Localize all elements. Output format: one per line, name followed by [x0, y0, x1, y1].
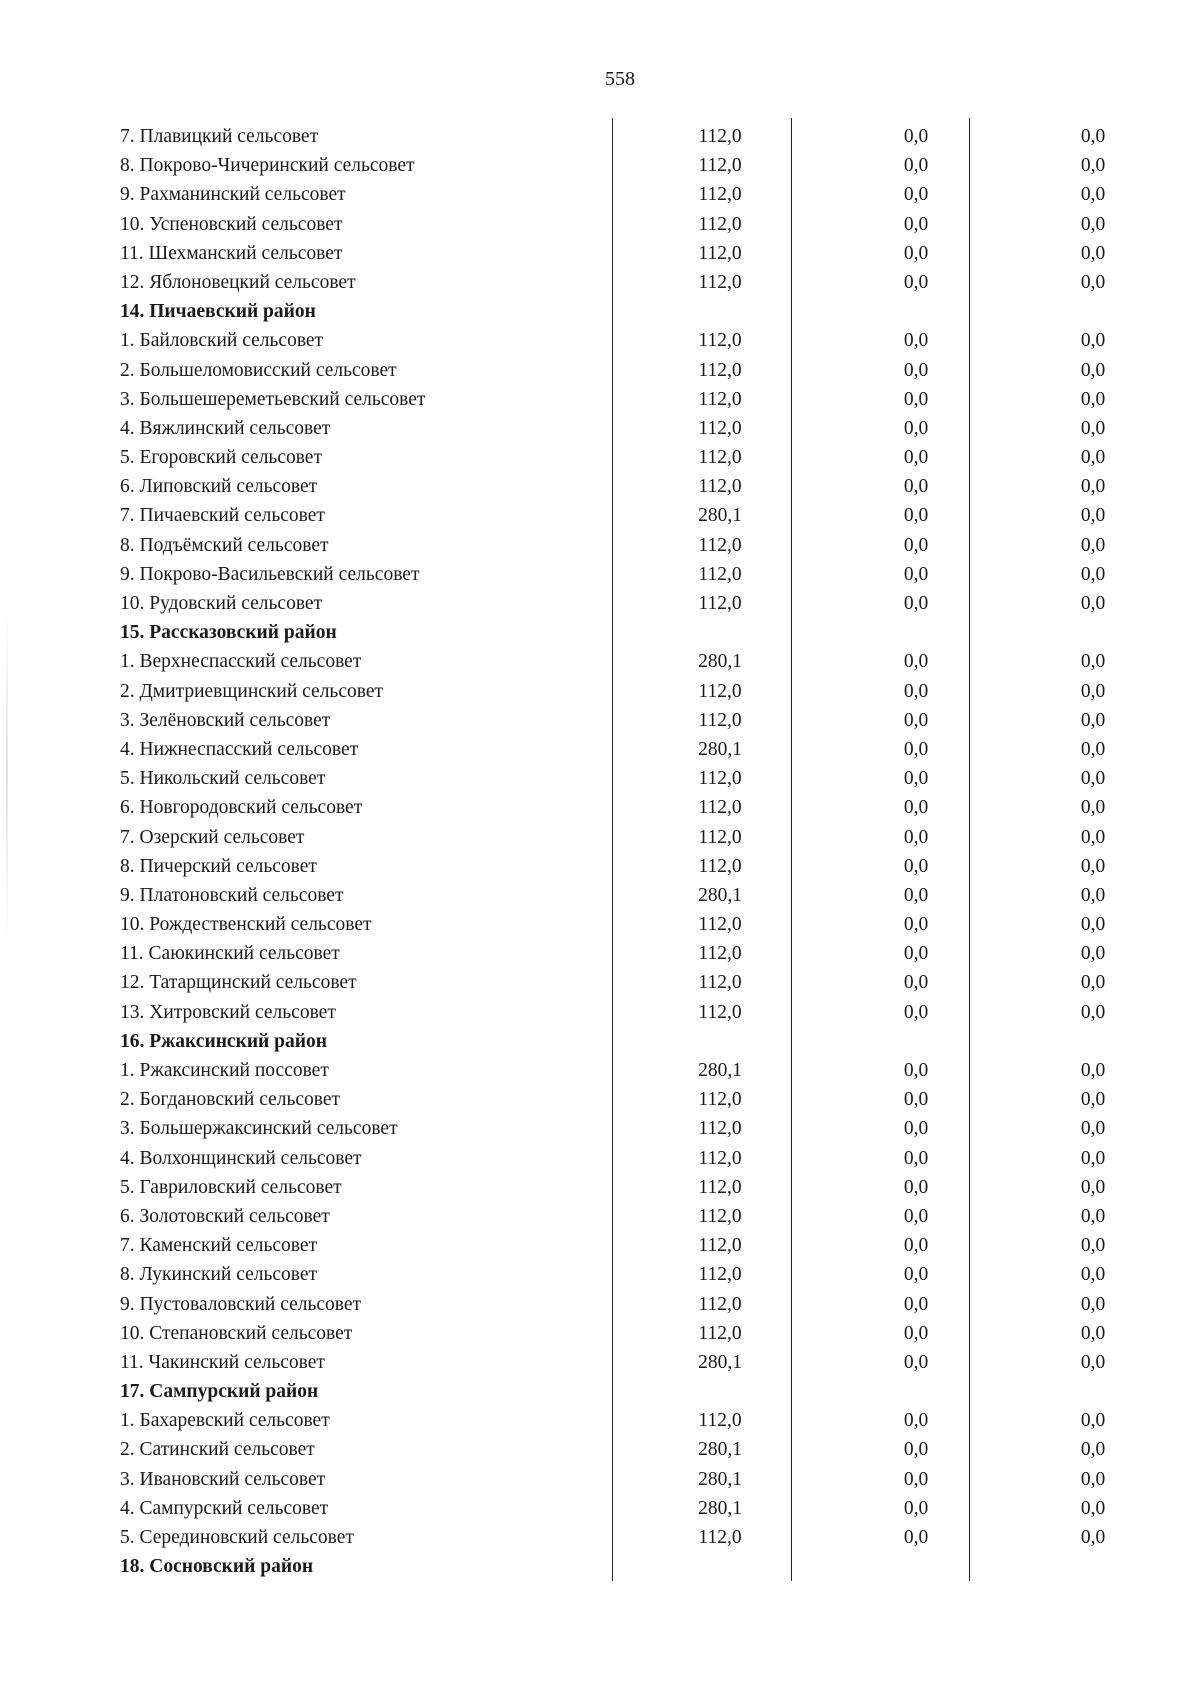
- value-cell-1: 280,1: [698, 1060, 742, 1081]
- value-cell-1: 112,0: [698, 1089, 742, 1111]
- table-row: [0, 998, 1200, 1027]
- settlement-name: 5. Егоровский сельсовет: [120, 447, 322, 469]
- table-row: [0, 1319, 1200, 1348]
- value-cell-2: 0,0: [903, 651, 929, 673]
- table-row: [0, 326, 1200, 355]
- value-cell-1: 112,0: [698, 447, 742, 469]
- value-cell-1: 112,0: [698, 1322, 742, 1344]
- value-cell-1: 112,0: [698, 1410, 742, 1432]
- value-cell-2: 0,0: [903, 855, 929, 877]
- value-cell-3: 0,0: [1080, 972, 1106, 994]
- value-cell-1: 112,0: [698, 797, 742, 819]
- value-cell-2: 0,0: [903, 330, 929, 352]
- value-cell-3: 0,0: [1080, 1410, 1106, 1432]
- value-cell-2: 0,0: [903, 680, 929, 702]
- table-row: [0, 968, 1200, 997]
- value-cell-3: 0,0: [1080, 1468, 1106, 1490]
- value-cell-2: 0,0: [903, 1351, 929, 1373]
- value-cell-2: 0,0: [903, 1497, 929, 1519]
- value-cell-3: 0,0: [1080, 651, 1106, 673]
- allocation-table: [0, 122, 1200, 1581]
- table-row: [0, 1435, 1200, 1464]
- settlement-name: 7. Пичаевский сельсовет: [120, 505, 325, 527]
- value-cell-1: 280,1: [698, 738, 742, 760]
- settlement-name: 2. Большеломовисский сельсовет: [120, 359, 397, 381]
- value-cell-3: 0,0: [1080, 330, 1106, 352]
- value-cell-1: 112,0: [698, 126, 742, 147]
- value-cell-3: 0,0: [1080, 1118, 1106, 1140]
- table-row: [0, 1056, 1200, 1085]
- value-cell-2: 0,0: [903, 1118, 929, 1140]
- page-number: 558: [605, 68, 635, 90]
- value-cell-2: 0,0: [903, 1205, 929, 1227]
- value-cell-2: 0,0: [903, 1322, 929, 1344]
- value-cell-2: 0,0: [903, 271, 929, 293]
- settlement-name: 4. Нижнеспасский сельсовет: [120, 738, 359, 760]
- value-cell-1: 112,0: [698, 855, 742, 877]
- settlement-name: 3. Большержаксинский сельсовет: [120, 1118, 398, 1140]
- table-row: [0, 1260, 1200, 1289]
- value-cell-2: 0,0: [903, 884, 929, 906]
- table-row: [0, 1290, 1200, 1319]
- value-cell-3: 0,0: [1080, 1527, 1106, 1548]
- value-cell-2: 0,0: [903, 534, 929, 556]
- value-cell-1: 112,0: [698, 563, 742, 585]
- value-cell-2: 0,0: [903, 1089, 929, 1111]
- table-row: [0, 151, 1200, 180]
- value-cell-1: 112,0: [698, 1001, 742, 1023]
- value-cell-3: 0,0: [1080, 184, 1106, 206]
- value-cell-2: 0,0: [903, 505, 929, 527]
- value-cell-1: 112,0: [698, 943, 742, 965]
- table-row: [0, 210, 1200, 239]
- value-cell-1: 112,0: [698, 476, 742, 498]
- district-name: 15. Рассказовский район: [120, 622, 337, 644]
- value-cell-3: 0,0: [1080, 126, 1106, 147]
- table-row: [0, 1173, 1200, 1202]
- district-name: 18. Сосновский район: [120, 1556, 314, 1578]
- settlement-name: 2. Сатинский сельсовет: [120, 1439, 315, 1461]
- value-cell-3: 0,0: [1080, 1439, 1106, 1461]
- value-cell-3: 0,0: [1080, 242, 1106, 264]
- settlement-name: 1. Ржаксинский поссовет: [120, 1060, 329, 1081]
- value-cell-3: 0,0: [1080, 1322, 1106, 1344]
- value-cell-2: 0,0: [903, 1264, 929, 1286]
- value-cell-3: 0,0: [1080, 943, 1106, 965]
- value-cell-2: 0,0: [903, 738, 929, 760]
- value-cell-2: 0,0: [903, 593, 929, 614]
- table-row: [0, 356, 1200, 385]
- value-cell-1: 112,0: [698, 914, 742, 936]
- value-cell-1: 280,1: [698, 1497, 742, 1519]
- settlement-name: 6. Липовский сельсовет: [120, 476, 318, 498]
- settlement-name: 4. Волхонщинский сельсовет: [120, 1147, 362, 1169]
- table-row: [0, 239, 1200, 268]
- district-header: [0, 297, 1200, 326]
- table-row: [0, 910, 1200, 939]
- value-cell-3: 0,0: [1080, 155, 1106, 177]
- settlement-name: 4. Сампурский сельсовет: [120, 1497, 329, 1519]
- settlement-name: 10. Успеновский сельсовет: [120, 213, 343, 235]
- value-cell-2: 0,0: [903, 1176, 929, 1198]
- settlement-name: 3. Зелёновский сельсовет: [120, 709, 331, 731]
- table-row: [0, 1523, 1200, 1552]
- value-cell-3: 0,0: [1080, 417, 1106, 439]
- settlement-name: 10. Рождественский сельсовет: [120, 914, 372, 936]
- table-row: [0, 1465, 1200, 1494]
- district-name: 17. Сампурский район: [120, 1381, 319, 1403]
- value-cell-2: 0,0: [903, 709, 929, 731]
- value-cell-2: 0,0: [903, 388, 929, 410]
- value-cell-1: 112,0: [698, 1147, 742, 1169]
- value-cell-1: 280,1: [698, 1351, 742, 1373]
- value-cell-2: 0,0: [903, 1293, 929, 1315]
- value-cell-1: 112,0: [698, 680, 742, 702]
- value-cell-2: 0,0: [903, 1060, 929, 1081]
- settlement-name: 4. Вяжлинский сельсовет: [120, 417, 331, 439]
- value-cell-3: 0,0: [1080, 768, 1106, 790]
- settlement-name: 1. Бахаревский сельсовет: [120, 1410, 330, 1432]
- table-row: [0, 677, 1200, 706]
- value-cell-2: 0,0: [903, 1468, 929, 1490]
- value-cell-3: 0,0: [1080, 914, 1106, 936]
- value-cell-1: 112,0: [698, 417, 742, 439]
- value-cell-2: 0,0: [903, 417, 929, 439]
- table-row: [0, 881, 1200, 910]
- settlement-name: 7. Озерский сельсовет: [120, 826, 305, 848]
- table-row: [0, 939, 1200, 968]
- value-cell-1: 112,0: [698, 1527, 742, 1548]
- table-row: [0, 385, 1200, 414]
- value-cell-1: 112,0: [698, 1176, 742, 1198]
- settlement-name: 12. Яблоновецкий сельсовет: [120, 271, 356, 293]
- settlement-name: 5. Никольский сельсовет: [120, 768, 326, 790]
- value-cell-3: 0,0: [1080, 680, 1106, 702]
- value-cell-3: 0,0: [1080, 1351, 1106, 1373]
- table-row: [0, 823, 1200, 852]
- table-row: [0, 443, 1200, 472]
- district-header: [0, 1027, 1200, 1056]
- value-cell-1: 112,0: [698, 1205, 742, 1227]
- settlement-name: 1. Байловский сельсовет: [120, 330, 324, 352]
- table-row: [0, 793, 1200, 822]
- value-cell-1: 112,0: [698, 359, 742, 381]
- value-cell-1: 112,0: [698, 271, 742, 293]
- settlement-name: 9. Пустоваловский сельсовет: [120, 1293, 362, 1315]
- settlement-name: 11. Саюкинский сельсовет: [120, 943, 340, 965]
- value-cell-2: 0,0: [903, 972, 929, 994]
- value-cell-1: 280,1: [698, 1468, 742, 1490]
- table-row: [0, 1085, 1200, 1114]
- value-cell-2: 0,0: [903, 126, 929, 147]
- settlement-name: 8. Лукинский сельсовет: [120, 1264, 318, 1286]
- settlement-name: 3. Большешереметьевский сельсовет: [120, 388, 426, 410]
- table-row: [0, 1406, 1200, 1435]
- settlement-name: 3. Ивановский сельсовет: [120, 1468, 326, 1490]
- settlement-name: 6. Новгородовский сельсовет: [120, 797, 363, 819]
- settlement-name: 5. Серединовский сельсовет: [120, 1527, 354, 1548]
- value-cell-3: 0,0: [1080, 1089, 1106, 1111]
- value-cell-3: 0,0: [1080, 1176, 1106, 1198]
- value-cell-2: 0,0: [903, 768, 929, 790]
- value-cell-1: 112,0: [698, 184, 742, 206]
- value-cell-1: 280,1: [698, 505, 742, 527]
- settlement-name: 7. Каменский сельсовет: [120, 1235, 318, 1257]
- table-row: [0, 706, 1200, 735]
- settlement-name: 9. Рахманинский сельсовет: [120, 184, 346, 206]
- value-cell-2: 0,0: [903, 1410, 929, 1432]
- table-row: [0, 852, 1200, 881]
- value-cell-3: 0,0: [1080, 271, 1106, 293]
- value-cell-3: 0,0: [1080, 1060, 1106, 1081]
- settlement-name: 6. Золотовский сельсовет: [120, 1205, 330, 1227]
- value-cell-3: 0,0: [1080, 534, 1106, 556]
- value-cell-1: 112,0: [698, 242, 742, 264]
- settlement-name: 8. Подъёмский сельсовет: [120, 534, 329, 556]
- settlement-name: 7. Плавицкий сельсовет: [120, 126, 319, 147]
- value-cell-3: 0,0: [1080, 1293, 1106, 1315]
- value-cell-3: 0,0: [1080, 1205, 1106, 1227]
- table-row: [0, 560, 1200, 589]
- settlement-name: 9. Покрово-Васильевский сельсовет: [120, 563, 420, 585]
- value-cell-2: 0,0: [903, 213, 929, 235]
- value-cell-1: 112,0: [698, 1264, 742, 1286]
- value-cell-1: 280,1: [698, 884, 742, 906]
- value-cell-2: 0,0: [903, 943, 929, 965]
- value-cell-1: 112,0: [698, 1118, 742, 1140]
- table-row: [0, 735, 1200, 764]
- value-cell-2: 0,0: [903, 155, 929, 177]
- table-row: [0, 531, 1200, 560]
- settlement-name: 9. Платоновский сельсовет: [120, 884, 344, 906]
- value-cell-2: 0,0: [903, 1001, 929, 1023]
- table-row: [0, 1202, 1200, 1231]
- table-row: [0, 180, 1200, 209]
- value-cell-3: 0,0: [1080, 1235, 1106, 1257]
- value-cell-3: 0,0: [1080, 826, 1106, 848]
- table-row: [0, 122, 1200, 151]
- settlement-name: 10. Рудовский сельсовет: [120, 593, 323, 614]
- table-row: [0, 414, 1200, 443]
- district-header: [0, 1552, 1200, 1581]
- table-row: [0, 1231, 1200, 1260]
- settlement-name: 8. Покрово-Чичеринский сельсовет: [120, 155, 415, 177]
- value-cell-3: 0,0: [1080, 359, 1106, 381]
- value-cell-3: 0,0: [1080, 388, 1106, 410]
- value-cell-3: 0,0: [1080, 505, 1106, 527]
- district-header: [0, 1377, 1200, 1406]
- value-cell-3: 0,0: [1080, 213, 1106, 235]
- value-cell-1: 112,0: [698, 826, 742, 848]
- value-cell-2: 0,0: [903, 1527, 929, 1548]
- settlement-name: 8. Пичерский сельсовет: [120, 855, 317, 877]
- value-cell-3: 0,0: [1080, 709, 1106, 731]
- table-row: [0, 501, 1200, 530]
- settlement-name: 2. Дмитриевщинский сельсовет: [120, 680, 383, 702]
- settlement-name: 11. Шехманский сельсовет: [120, 242, 343, 264]
- settlement-name: 12. Татарщинский сельсовет: [120, 972, 357, 994]
- value-cell-1: 112,0: [698, 1235, 742, 1257]
- value-cell-1: 112,0: [698, 593, 742, 614]
- district-header: [0, 618, 1200, 647]
- value-cell-3: 0,0: [1080, 884, 1106, 906]
- value-cell-3: 0,0: [1080, 1147, 1106, 1169]
- value-cell-2: 0,0: [903, 826, 929, 848]
- value-cell-1: 112,0: [698, 534, 742, 556]
- settlement-name: 13. Хитровский сельсовет: [120, 1001, 336, 1023]
- table-row: [0, 1494, 1200, 1523]
- value-cell-1: 112,0: [698, 768, 742, 790]
- value-cell-2: 0,0: [903, 476, 929, 498]
- settlement-name: 2. Богдановский сельсовет: [120, 1089, 341, 1111]
- value-cell-1: 112,0: [698, 330, 742, 352]
- value-cell-3: 0,0: [1080, 797, 1106, 819]
- value-cell-2: 0,0: [903, 184, 929, 206]
- value-cell-2: 0,0: [903, 1439, 929, 1461]
- value-cell-3: 0,0: [1080, 476, 1106, 498]
- settlement-name: 10. Степановский сельсовет: [120, 1322, 353, 1344]
- table-row: [0, 1144, 1200, 1173]
- value-cell-3: 0,0: [1080, 563, 1106, 585]
- value-cell-3: 0,0: [1080, 447, 1106, 469]
- table-row: [0, 589, 1200, 618]
- value-cell-1: 112,0: [698, 972, 742, 994]
- table-row: [0, 764, 1200, 793]
- value-cell-1: 112,0: [698, 213, 742, 235]
- value-cell-2: 0,0: [903, 914, 929, 936]
- value-cell-2: 0,0: [903, 447, 929, 469]
- value-cell-2: 0,0: [903, 1235, 929, 1257]
- value-cell-2: 0,0: [903, 242, 929, 264]
- value-cell-2: 0,0: [903, 797, 929, 819]
- value-cell-3: 0,0: [1080, 1497, 1106, 1519]
- settlement-name: 5. Гавриловский сельсовет: [120, 1176, 342, 1198]
- value-cell-1: 112,0: [698, 709, 742, 731]
- table-row: [0, 1114, 1200, 1143]
- value-cell-3: 0,0: [1080, 1264, 1106, 1286]
- value-cell-2: 0,0: [903, 563, 929, 585]
- value-cell-2: 0,0: [903, 359, 929, 381]
- district-name: 16. Ржаксинский район: [120, 1030, 327, 1052]
- value-cell-3: 0,0: [1080, 593, 1106, 614]
- table-row: [0, 647, 1200, 676]
- settlement-name: 1. Верхнеспасский сельсовет: [120, 651, 362, 673]
- value-cell-1: 112,0: [698, 155, 742, 177]
- value-cell-1: 112,0: [698, 388, 742, 410]
- table-row: [0, 472, 1200, 501]
- settlement-name: 11. Чакинский сельсовет: [120, 1351, 325, 1373]
- district-name: 14. Пичаевский район: [120, 301, 316, 323]
- table-row: [0, 268, 1200, 297]
- value-cell-2: 0,0: [903, 1147, 929, 1169]
- value-cell-3: 0,0: [1080, 1001, 1106, 1023]
- value-cell-1: 280,1: [698, 1439, 742, 1461]
- table-row: [0, 1348, 1200, 1377]
- value-cell-1: 112,0: [698, 1293, 742, 1315]
- value-cell-1: 280,1: [698, 651, 742, 673]
- value-cell-3: 0,0: [1080, 855, 1106, 877]
- value-cell-3: 0,0: [1080, 738, 1106, 760]
